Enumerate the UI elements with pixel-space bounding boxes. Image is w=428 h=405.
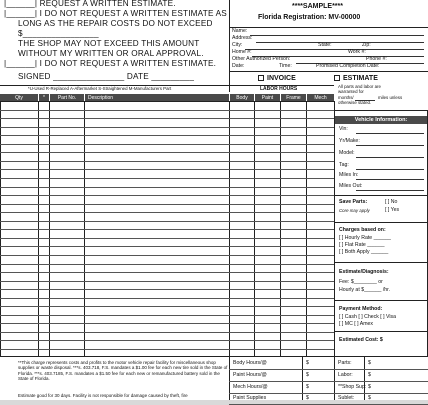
save-parts-label: Save Parts:	[339, 199, 368, 205]
totals-right-label: Labor:	[338, 372, 353, 378]
table-row[interactable]	[0, 221, 334, 222]
col-mech: Mech	[307, 94, 334, 101]
sidebar-divider	[334, 262, 428, 263]
save-parts-no[interactable]: [ ] No	[385, 199, 398, 205]
table-row[interactable]	[0, 127, 334, 128]
time-label: Time:	[279, 63, 292, 69]
table-row[interactable]	[0, 349, 334, 350]
table-row[interactable]	[0, 135, 334, 136]
work-label: Work #:	[348, 49, 366, 55]
warranty-miles: miles unless	[378, 95, 403, 100]
footer-note-2: Estimate good for 30 days. Facility is not responsible for damage caused by theft, fire	[18, 393, 188, 398]
col-description: Description	[85, 94, 229, 101]
vehicle-field-input[interactable]	[356, 179, 424, 180]
warranty-text-2: warranted for	[338, 89, 364, 94]
table-row[interactable]	[0, 110, 334, 111]
table-row[interactable]	[0, 178, 334, 179]
totals-left-dollar[interactable]: $	[306, 395, 309, 401]
city-label: City:	[232, 42, 243, 48]
col-star: *	[39, 94, 49, 101]
table-row[interactable]	[0, 161, 334, 162]
sidebar-divider	[334, 222, 428, 223]
part-legend: *U-Used R-Replaced A-Aftermarket S-Straightened M-Manufacturers Part	[28, 86, 172, 91]
col-frame: Frame	[281, 94, 306, 101]
totals-left-dollar[interactable]: $	[306, 372, 309, 378]
sample-title: ****SAMPLE****	[292, 3, 343, 10]
vehicle-field-input[interactable]	[356, 190, 424, 191]
address-label: Address:	[232, 35, 253, 41]
col-qty: Qty	[0, 94, 38, 101]
diagnosis-hourly[interactable]: Hourly at $______ /hr.	[339, 287, 391, 293]
table-row[interactable]	[0, 204, 334, 205]
name-field[interactable]	[250, 35, 424, 36]
top-vertical-divider	[229, 0, 230, 92]
totals-right-dollar[interactable]: $	[368, 395, 371, 401]
charges-title: Charges based on:	[339, 227, 386, 233]
totals-left-label: Mech Hours/@	[233, 384, 268, 390]
date-label: Date:	[232, 63, 245, 69]
vehicle-field-label: Miles Out:	[339, 183, 363, 189]
table-row[interactable]	[0, 169, 334, 170]
diagnosis-title: Estimate/Diagnosis:	[339, 269, 389, 275]
table-row[interactable]	[0, 332, 334, 333]
auth-line-4: $________________	[18, 29, 99, 38]
table-row[interactable]	[0, 212, 334, 213]
save-parts-yes[interactable]: [ ] Yes	[385, 207, 400, 213]
auth-line-3: LONG AS THE REPAIR COSTS DO NOT EXCEED	[18, 19, 213, 28]
auth-line-7: |______| I DO NOT REQUEST A WRITTEN ESTIMATE.	[4, 59, 217, 68]
labor-hours-title: LABOR HOURS	[260, 86, 298, 92]
table-row[interactable]	[0, 264, 334, 265]
table-row[interactable]	[0, 118, 334, 119]
totals-row-line	[229, 393, 428, 394]
estimate-label: ESTIMATE	[343, 75, 378, 82]
table-row[interactable]	[0, 315, 334, 316]
totals-right-dollar[interactable]: $	[368, 384, 371, 390]
charges-both[interactable]: [ ] Both Apply ______	[339, 249, 389, 255]
other-person-label: Other Authorized Person:	[232, 56, 291, 62]
table-row[interactable]	[0, 238, 334, 239]
totals-right-label: Sublet:	[338, 395, 355, 401]
col-part-no: Part No.	[50, 94, 84, 101]
totals-right-label: **Shop Sup:	[338, 384, 367, 390]
estimate-checkbox[interactable]	[334, 75, 340, 81]
vehicle-field-label: Vin:	[339, 126, 348, 132]
promised-date-label: Promised Completion Date:	[316, 63, 380, 69]
phone-label: Phone #:	[366, 56, 387, 62]
totals-left-dollar[interactable]: $	[306, 360, 309, 366]
vehicle-field-input[interactable]	[356, 157, 424, 158]
warranty-text-1: All parts and labor are	[338, 84, 381, 89]
vehicle-field-label: Tag:	[339, 162, 349, 168]
table-row[interactable]	[0, 229, 334, 230]
sidebar-divider	[334, 331, 428, 332]
charges-hourly[interactable]: [ ] Hourly Rate ______	[339, 235, 391, 241]
table-row[interactable]	[0, 298, 334, 299]
col-paint: Paint	[255, 94, 280, 101]
name-label: Name:	[232, 28, 248, 34]
auth-line-1: |______| REQUEST A WRITTEN ESTIMATE.	[4, 0, 176, 8]
table-row[interactable]	[0, 246, 334, 247]
core-note: Core may apply	[339, 208, 370, 213]
city-field[interactable]	[245, 49, 424, 50]
warranty-months: months/	[338, 95, 354, 100]
totals-row-line	[229, 381, 428, 382]
table-row[interactable]	[0, 306, 334, 307]
totals-left-label: Body Hours/@	[233, 360, 267, 366]
table-row[interactable]	[0, 323, 334, 324]
address-field[interactable]	[256, 42, 424, 43]
auth-line-6: WITHOUT MY WRITTEN OR ORAL APPROVAL.	[18, 49, 204, 58]
vehicle-field-input[interactable]	[356, 133, 424, 134]
table-row[interactable]	[0, 152, 334, 153]
zip-label: Zip:	[362, 42, 371, 48]
table-row[interactable]	[0, 272, 334, 273]
vehicle-field-label: Yr/Make:	[339, 138, 360, 144]
totals-right-dollar[interactable]: $	[368, 372, 371, 378]
table-row[interactable]	[0, 281, 334, 282]
auth-line-5: THE SHOP MAY NOT EXCEED THIS AMOUNT	[18, 39, 200, 48]
totals-right-dollar[interactable]: $	[368, 360, 371, 366]
table-row[interactable]	[0, 255, 334, 256]
diagnosis-fee[interactable]: Fee: $________ or	[339, 279, 383, 285]
vehicle-field-input[interactable]	[356, 145, 424, 146]
totals-right-label: Parts:	[338, 360, 352, 366]
table-row[interactable]	[0, 289, 334, 290]
totals-left-label: Paint Hours/@	[233, 372, 267, 378]
invoice-checkbox[interactable]	[258, 75, 264, 81]
warranty-otherwise: otherwise stated.	[338, 100, 372, 105]
charges-flat[interactable]: [ ] Flat Rate ______	[339, 242, 385, 248]
table-row[interactable]	[0, 187, 334, 188]
payment-row-1[interactable]: [ ] Cash [ ] Check [ ] Visa	[339, 314, 396, 320]
vehicle-field-label: Miles In:	[339, 172, 359, 178]
table-row[interactable]	[0, 144, 334, 145]
vehicle-info-title: Vehicle Information:	[335, 116, 427, 124]
vehicle-field-label: Model:	[339, 150, 355, 156]
registration: Florida Registration: MV-00000	[258, 14, 361, 21]
estimated-cost[interactable]: Estimated Cost: $	[339, 337, 383, 343]
col-body: Body	[230, 94, 254, 101]
totals-left-label: Paint Supplies	[233, 395, 267, 401]
vehicle-field-input[interactable]	[356, 169, 424, 170]
state-label: State:	[318, 42, 332, 48]
footer-note-1: **This charge represents costs and profits to the motor vehicle repair facility for miscellaneous shop supplies or waste disposal. ***s. 403.718, F.S. mandates a $1.00 fee for each new tire sold in the State of Florida. ***s. 403.7185, F.S. mandates a $1.50 fee for each new or remanufactured battery sold in the State of Florida.	[18, 360, 228, 382]
home-label: Home #:	[232, 49, 252, 55]
sidebar-divider	[334, 195, 428, 196]
totals-row-line	[229, 369, 428, 370]
invoice-label: INVOICE	[267, 75, 296, 82]
signed-line[interactable]: SIGNED _______________ DATE _________	[18, 72, 195, 81]
sidebar-divider	[334, 300, 428, 301]
customer-bottom-line	[229, 71, 428, 72]
payment-row-2[interactable]: [ ] MC [ ] Amex	[339, 321, 374, 327]
header-divider	[229, 27, 428, 28]
payment-title: Payment Method:	[339, 306, 383, 312]
totals-left-dollar[interactable]: $	[306, 384, 309, 390]
table-row[interactable]	[0, 195, 334, 196]
auth-line-2: |______| I DO NOT REQUEST A WRITTEN ESTIMATE AS	[4, 9, 227, 18]
table-row[interactable]	[0, 340, 334, 341]
